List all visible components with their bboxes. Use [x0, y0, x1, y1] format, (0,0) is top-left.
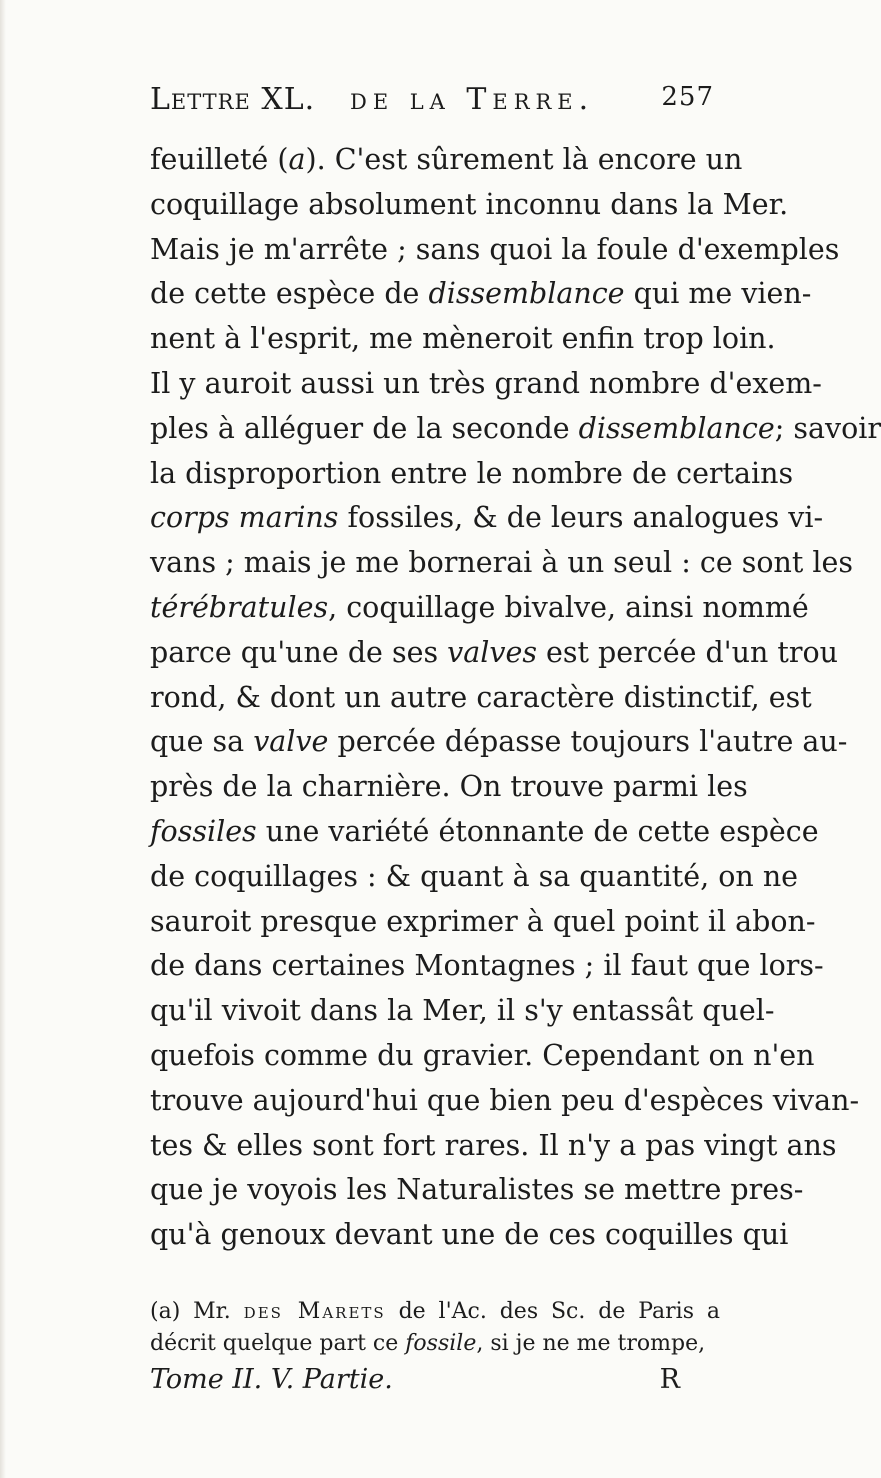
footnote-marker: (a) Mr.	[150, 1299, 231, 1324]
text-run: de cette espèce de	[150, 277, 429, 311]
text-line	[150, 541, 854, 586]
italic-term: valve	[253, 725, 329, 759]
text-run: sauroit presque exprimer à quel point il abon-	[150, 904, 816, 938]
text-line	[150, 228, 840, 273]
page-gutter-shadow	[0, 0, 6, 1478]
text-run: que sa	[150, 725, 254, 759]
text-run: rond, & dont un autre caractère distinctif, est	[150, 680, 812, 714]
text-line	[150, 1213, 789, 1258]
text-line	[150, 183, 789, 228]
text-run: vans ; mais je me bornerai à un seul : ce sont les	[150, 546, 854, 580]
text-line	[150, 362, 822, 407]
italic-term: valves	[447, 635, 537, 669]
page-number: 257	[661, 82, 714, 112]
text-run: percée dépasse toujours l'autre au-	[328, 725, 848, 759]
text-line	[150, 496, 824, 541]
text-run: ; savoir	[774, 411, 881, 445]
text-line	[150, 944, 824, 989]
text-run: quefois comme du gravier. Cependant on n'en	[150, 1038, 815, 1072]
text-run: tes & elles sont fort rares. Il n'y a pas vingt ans	[150, 1128, 837, 1162]
text-line	[150, 452, 794, 497]
footnote-text: , si je ne me trompe,	[476, 1331, 706, 1356]
text-run: , coquillage bivalve, ainsi nommé	[328, 590, 809, 624]
footnote-author: des Marets	[243, 1299, 386, 1324]
text-line	[150, 631, 838, 676]
text-run: ples à alléguer de la seconde	[150, 411, 579, 445]
signature-volume: Tome II. V. Partie.	[150, 1364, 393, 1395]
text-line	[150, 989, 775, 1034]
text-line	[150, 720, 848, 765]
text-line	[150, 1124, 837, 1169]
text-run: qu'il vivoit dans la Mer, il s'y entassât quel-	[150, 994, 775, 1028]
text-run: qu'à genoux devant une de ces coquilles qui	[150, 1218, 789, 1252]
text-run: trouve aujourd'hui que bien peu d'espèces vivan-	[150, 1083, 860, 1117]
italic-term: corps marins	[150, 501, 339, 535]
text-run: ). C'est sûrement là encore un	[305, 143, 743, 176]
text-run: Il y auroit aussi un très grand nombre d'exem-	[150, 366, 822, 400]
text-run: nent à l'esprit, me mèneroit enfin trop loin.	[150, 322, 776, 356]
text-run: de coquillages : & quant à sa quantité, on ne	[150, 859, 799, 893]
text-run: une variété étonnante de cette espèce	[256, 814, 819, 848]
italic-term: térébratules	[150, 590, 329, 624]
italic-term: fossiles	[150, 814, 257, 848]
footnote-text: de l'Ac. des Sc. de Paris a	[398, 1299, 720, 1324]
text-run: qui me vien-	[624, 277, 812, 311]
running-header	[150, 82, 714, 122]
text-line	[150, 900, 816, 945]
footnote	[150, 1296, 720, 1360]
text-line	[150, 407, 881, 452]
text-run: est percée d'un trou	[536, 635, 838, 669]
footnote-line	[150, 1328, 720, 1360]
text-line	[150, 272, 812, 317]
italic-term: dissemblance	[578, 411, 775, 445]
body-text	[150, 138, 881, 1258]
text-line	[150, 1079, 860, 1124]
text-run: près de la charnière. On trouve parmi les	[150, 770, 748, 804]
footnote-italic-term: fossile	[405, 1331, 477, 1356]
text-line	[150, 586, 809, 631]
text-line	[150, 765, 748, 810]
footnote-text: décrit quelque part ce	[150, 1331, 406, 1356]
text-line	[150, 676, 812, 721]
text-run: feuilleté (	[150, 143, 289, 176]
text-line	[150, 1168, 804, 1213]
text-line	[150, 1034, 815, 1079]
text-run: parce qu'une de ses	[150, 635, 448, 669]
text-line	[150, 855, 799, 900]
text-run: Mais je m'arrête ; sans quoi la foule d'exemples	[150, 232, 840, 266]
text-line	[150, 810, 819, 855]
text-run: coquillage absolument inconnu dans la Mer.	[150, 187, 789, 221]
text-line	[150, 317, 776, 362]
italic-term: dissemblance	[428, 277, 625, 311]
text-run: que je voyois les Naturalistes se mettre pres-	[150, 1173, 804, 1207]
italic-term: a	[288, 143, 306, 176]
text-run: fossiles, & de leurs analogues vi-	[338, 501, 824, 535]
text-run: la disproportion entre le nombre de certains	[150, 456, 794, 490]
header-title: de la Terre.	[350, 82, 595, 117]
signature-mark: R	[659, 1364, 680, 1395]
text-run: de dans certaines Montagnes ; il faut que lors-	[150, 949, 824, 983]
text-line	[150, 138, 743, 183]
header-letter-number: Lettre XL.	[150, 82, 316, 117]
printer-signature	[150, 1360, 720, 1400]
footnote-line	[150, 1296, 720, 1328]
